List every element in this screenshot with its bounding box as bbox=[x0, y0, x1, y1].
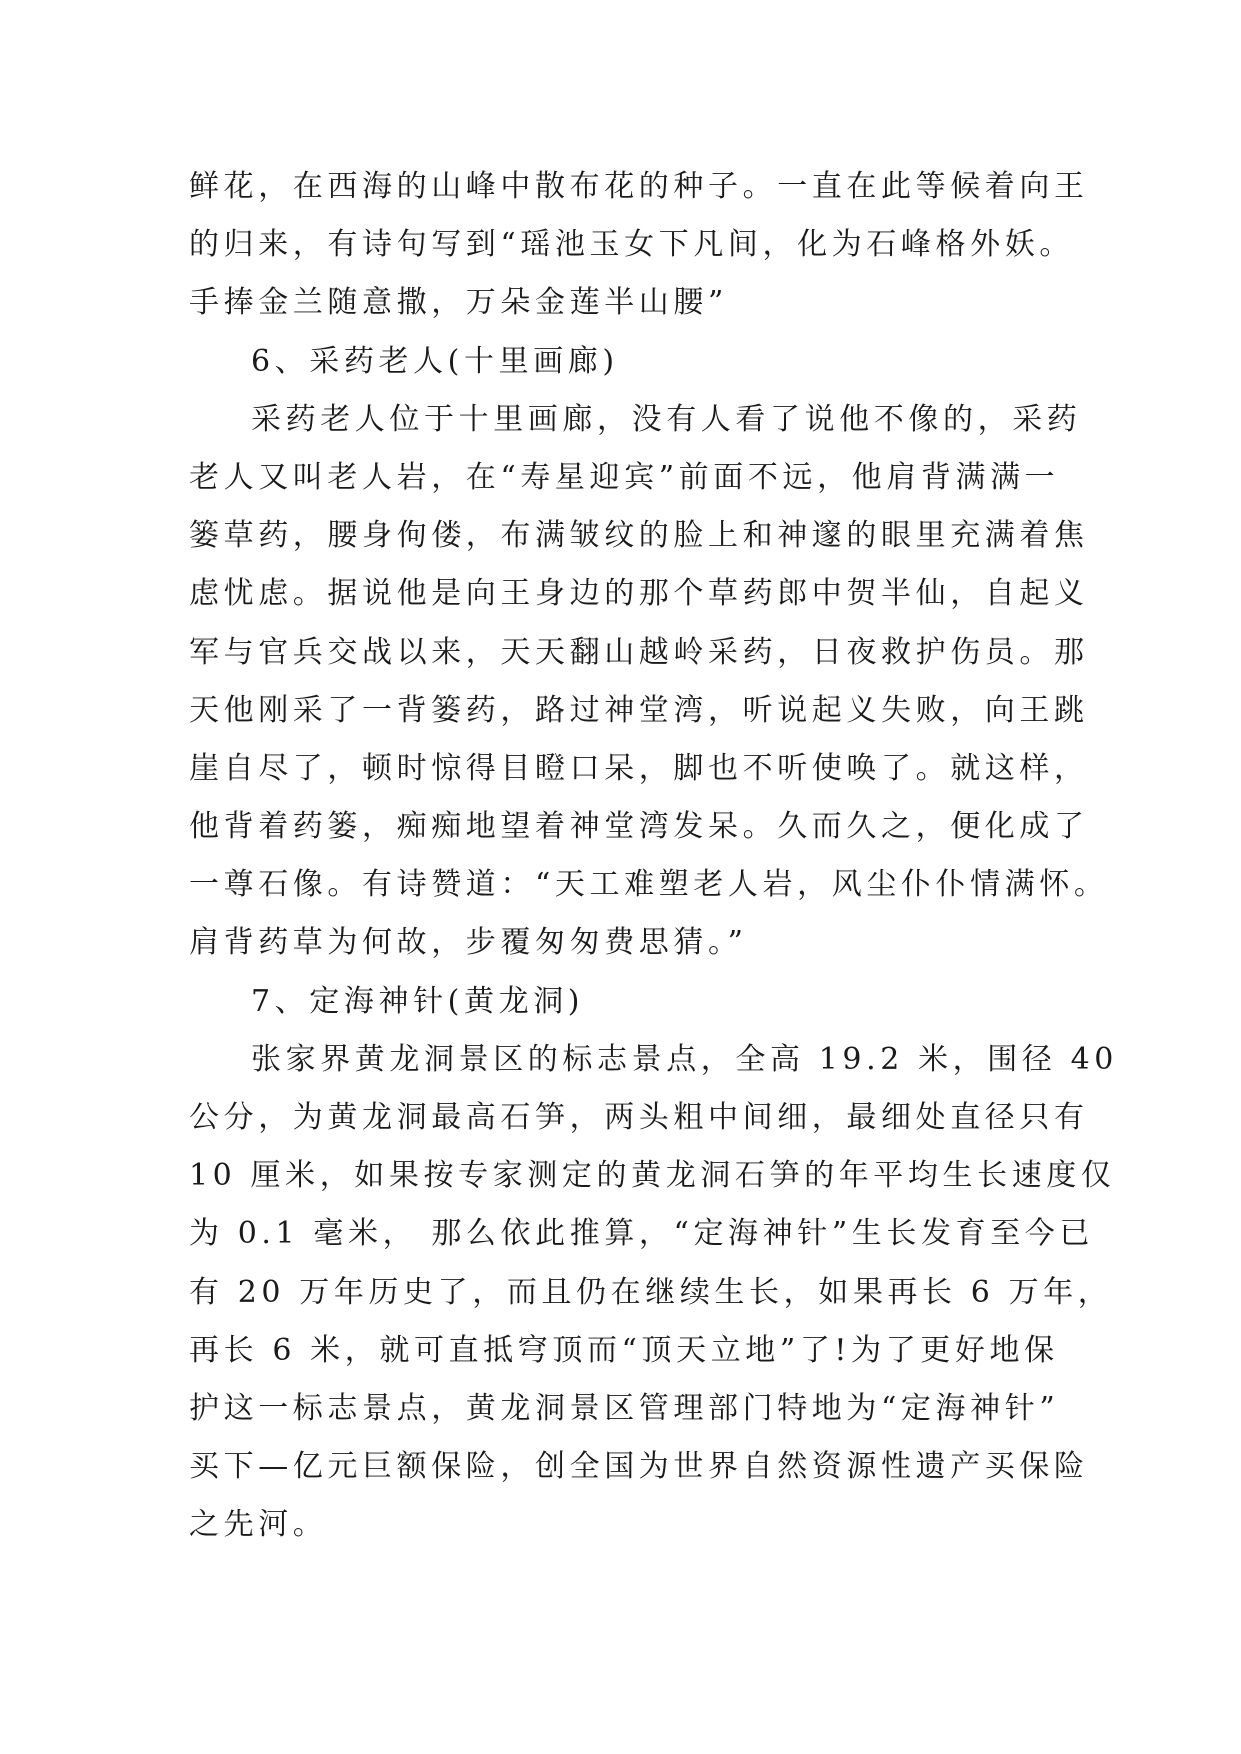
text-line: 崖自尽了，顿时惊得目瞪口呆，脚也不听使唤了。就这样， bbox=[189, 750, 1089, 786]
text-line: 采药老人位于十里画廊，没有人看了说他不像的，采药 bbox=[251, 401, 1082, 437]
text-line: 他背着药篓，痴痴地望着神堂湾发呆。久而久之，便化成了 bbox=[189, 809, 1089, 845]
text-line: 手捧金兰随意撒，万朵金莲半山腰” bbox=[189, 285, 728, 321]
text-line: 老人又叫老人岩，在“寿星迎宾”前面不远，他肩背满满一 bbox=[189, 459, 1060, 495]
text-line: 买下—亿元巨额保险，创全国为世界自然资源性遗产买保险 bbox=[189, 1449, 1089, 1485]
text-line: 为 0.1 毫米， 那么依此推算，“定海神针”生长发育至今已 bbox=[189, 1216, 1094, 1252]
text-line: 天他刚采了一背篓药，路过神堂湾，听说起义失败，向王跳 bbox=[189, 692, 1089, 728]
text-line: 公分，为黄龙洞最高石笋，两头粗中间细，最细处直径只有 bbox=[189, 1100, 1089, 1135]
text-line: 有 20 万年历史了，而且仍在继续生长，如果再长 6 万年， bbox=[189, 1274, 1113, 1310]
text-line: 的归来，有诗句写到“瑶池玉女下凡间，化为石峰格外妖。 bbox=[189, 227, 1074, 263]
text-line: 护这一标志景点，黄龙洞景区管理部门特地为“定海神针” bbox=[189, 1390, 1060, 1426]
document-body bbox=[189, 158, 1118, 1555]
text-line: 10 厘米，如果按专家测定的黄龙洞石笋的年平均生长速度仅 bbox=[189, 1158, 1116, 1194]
text-line: 7、定海神针(黄龙洞) bbox=[251, 983, 585, 1019]
text-line: 一尊石像。有诗赞道：“天工难塑老人岩，风尘仆仆情满怀。 bbox=[189, 867, 1109, 903]
text-line: 肩背药草为何故，步覆匆匆费思猜。” bbox=[189, 925, 748, 961]
text-line: 再长 6 米，就可直抵穹顶而“顶天立地”了!为了更好地保 bbox=[189, 1332, 1059, 1368]
text-line: 之先河。 bbox=[189, 1507, 328, 1543]
text-line: 6、采药老人(十里画廊) bbox=[251, 343, 619, 379]
text-line: 篓草药，腰身佝偻，布满皱纹的脸上和神邃的眼里充满着焦 bbox=[189, 518, 1089, 554]
text-line: 军与官兵交战以来，天天翻山越岭采药，日夜救护伤员。那 bbox=[189, 634, 1089, 670]
text-line: 张家界黄龙洞景区的标志景点，全高 19.2 米，围径 40 bbox=[251, 1041, 1118, 1077]
text-line: 鲜花，在西海的山峰中散布花的种子。一直在此等候着向王 bbox=[189, 169, 1089, 204]
text-line: 虑忧虑。据说他是向王身边的那个草药郎中贺半仙，自起义 bbox=[189, 576, 1089, 612]
